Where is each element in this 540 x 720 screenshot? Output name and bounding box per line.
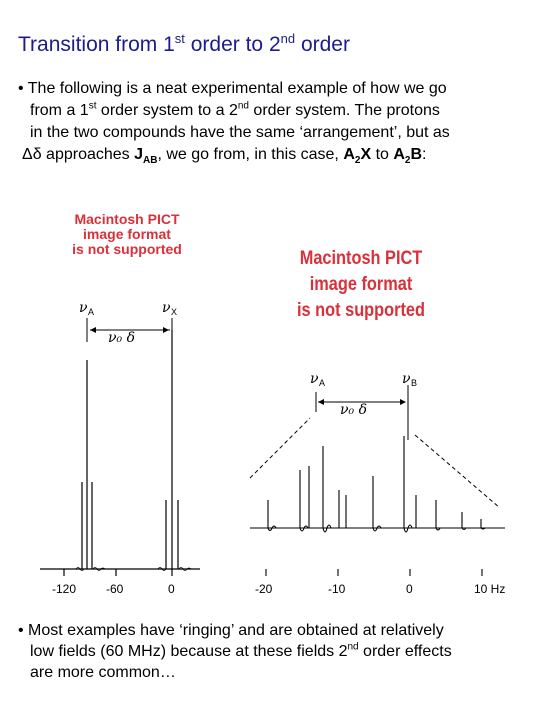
peak (323, 446, 331, 532)
bullet-marker: • (18, 80, 24, 97)
left-tick-label-0: -120 (52, 582, 77, 596)
peak (268, 500, 276, 531)
shift-label-left: ν₀ δ (108, 330, 136, 346)
left-tick-label-1: -60 (106, 582, 124, 596)
right-tick-label-1: -10 (328, 582, 346, 596)
peak (373, 476, 381, 531)
delta-delta-symbol: Δδ (22, 146, 42, 163)
pict-placeholder-left: Macintosh PICT image format is not supported (72, 211, 182, 257)
spectrum-right (250, 385, 505, 576)
svg-text:X: X (171, 307, 178, 317)
svg-text:B: B (411, 378, 418, 388)
spectrum-left (40, 318, 200, 576)
peak (404, 436, 412, 532)
a2x-label: $A_2X$ (343, 146, 372, 167)
shift-label-right: ν₀ δ (340, 402, 368, 418)
peak (436, 500, 440, 530)
svg-text:A: A (88, 307, 95, 317)
right-tick-label-2: 0 (406, 582, 413, 596)
left-tick-label-2: 0 (168, 582, 175, 596)
nu-a-label-left: ν (79, 300, 88, 316)
right-tick-label-3: 10 Hz (474, 582, 506, 596)
nu-a-label-right: ν (310, 371, 319, 387)
bullet-ringing-note: • Most examples have ‘ringing’ and are obtained at relatively low fields (60 MHz) because at these fields 2nd order effects are more common… (18, 622, 452, 681)
svg-text:A: A (319, 378, 326, 388)
a2b-label: $A_2B$ (393, 146, 423, 167)
pict-placeholder-right: Macintosh PICT image format is not supported (296, 248, 425, 321)
slide-title: Transition from 1st order to 2nd order (18, 31, 350, 56)
bullet-experimental-example: • The following is a neat experimental example of how we go from a 1st order system to a 2nd order system. The protons in the two compounds have the same ‘arrangement’, but as Δδ approaches $J_{AB}$, we go from, in this case, $A_2X$ to $A_2B$: (18, 80, 450, 167)
right-tick-label-0: -20 (255, 582, 273, 596)
peak (300, 470, 308, 531)
bullet-marker: • (18, 622, 24, 639)
peak (462, 512, 466, 530)
nu-x-label-left: ν (162, 300, 171, 316)
nu-b-label-right: ν (402, 371, 411, 387)
